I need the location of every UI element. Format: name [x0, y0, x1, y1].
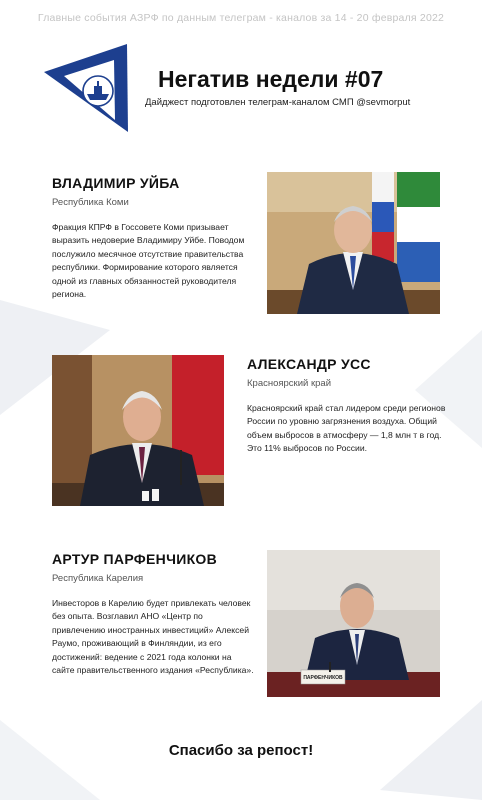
person-description: Инвесторов в Карелию будет привлекать человек без опыта. Возглавил АНО «Центр по привлечению иностранных инвестиций» Алексей Раумо, проживающий в Финляндии, из его достижений: ведение с 2021 года колонки на сайте правительственного издания «Республика». [52, 598, 254, 676]
person-description: Красноярский край стал лидером среди регионов России по уровню загрязнения воздуха. Общий объем выбросов в атмосферу — 1,8 млн т в год. Это 11% выбросов по России. [247, 403, 446, 454]
person-name: ВЛАДИМИР УЙБА [52, 175, 180, 191]
person-region: Республика Коми [52, 197, 129, 208]
page-title: Негатив недели #07 [158, 66, 384, 92]
logo [42, 44, 134, 136]
person-block-2 [247, 356, 447, 456]
person-name: АРТУР ПАРФЕНЧИКОВ [52, 551, 218, 567]
person-region: Красноярский край [247, 378, 331, 389]
page-subtitle: Дайджест подготовлен телеграм-каналом СМП @sevmorput [145, 97, 411, 108]
digest-period-line: Главные события АЗРФ по данным телеграм - каналов за 14 - 20 февраля 2022 [37, 12, 445, 24]
person-block-1 [52, 175, 250, 301]
person-description: Фракция КПРФ в Госсовете Коми призывает выразить недоверие Владимиру Уйбе. Поводом послужило месячное отсутствие правительства республики. Формирование которого является одной из главных обязанностей руководителя региона. [52, 222, 245, 300]
person-region: Республика Карелия [52, 573, 144, 584]
person-name: АЛЕКСАНДР УСС [247, 356, 371, 372]
header [42, 44, 472, 144]
person-block-3 [52, 551, 254, 677]
nameplate-label: ПАРФЕНЧИКОВ [303, 675, 343, 681]
triangle-logo-icon [42, 44, 134, 136]
footer-thanks: Спасибо за репост! [168, 742, 314, 759]
person-photo-3 [267, 550, 440, 697]
person-photo-2 [52, 355, 224, 506]
person-photo-1 [267, 172, 440, 314]
